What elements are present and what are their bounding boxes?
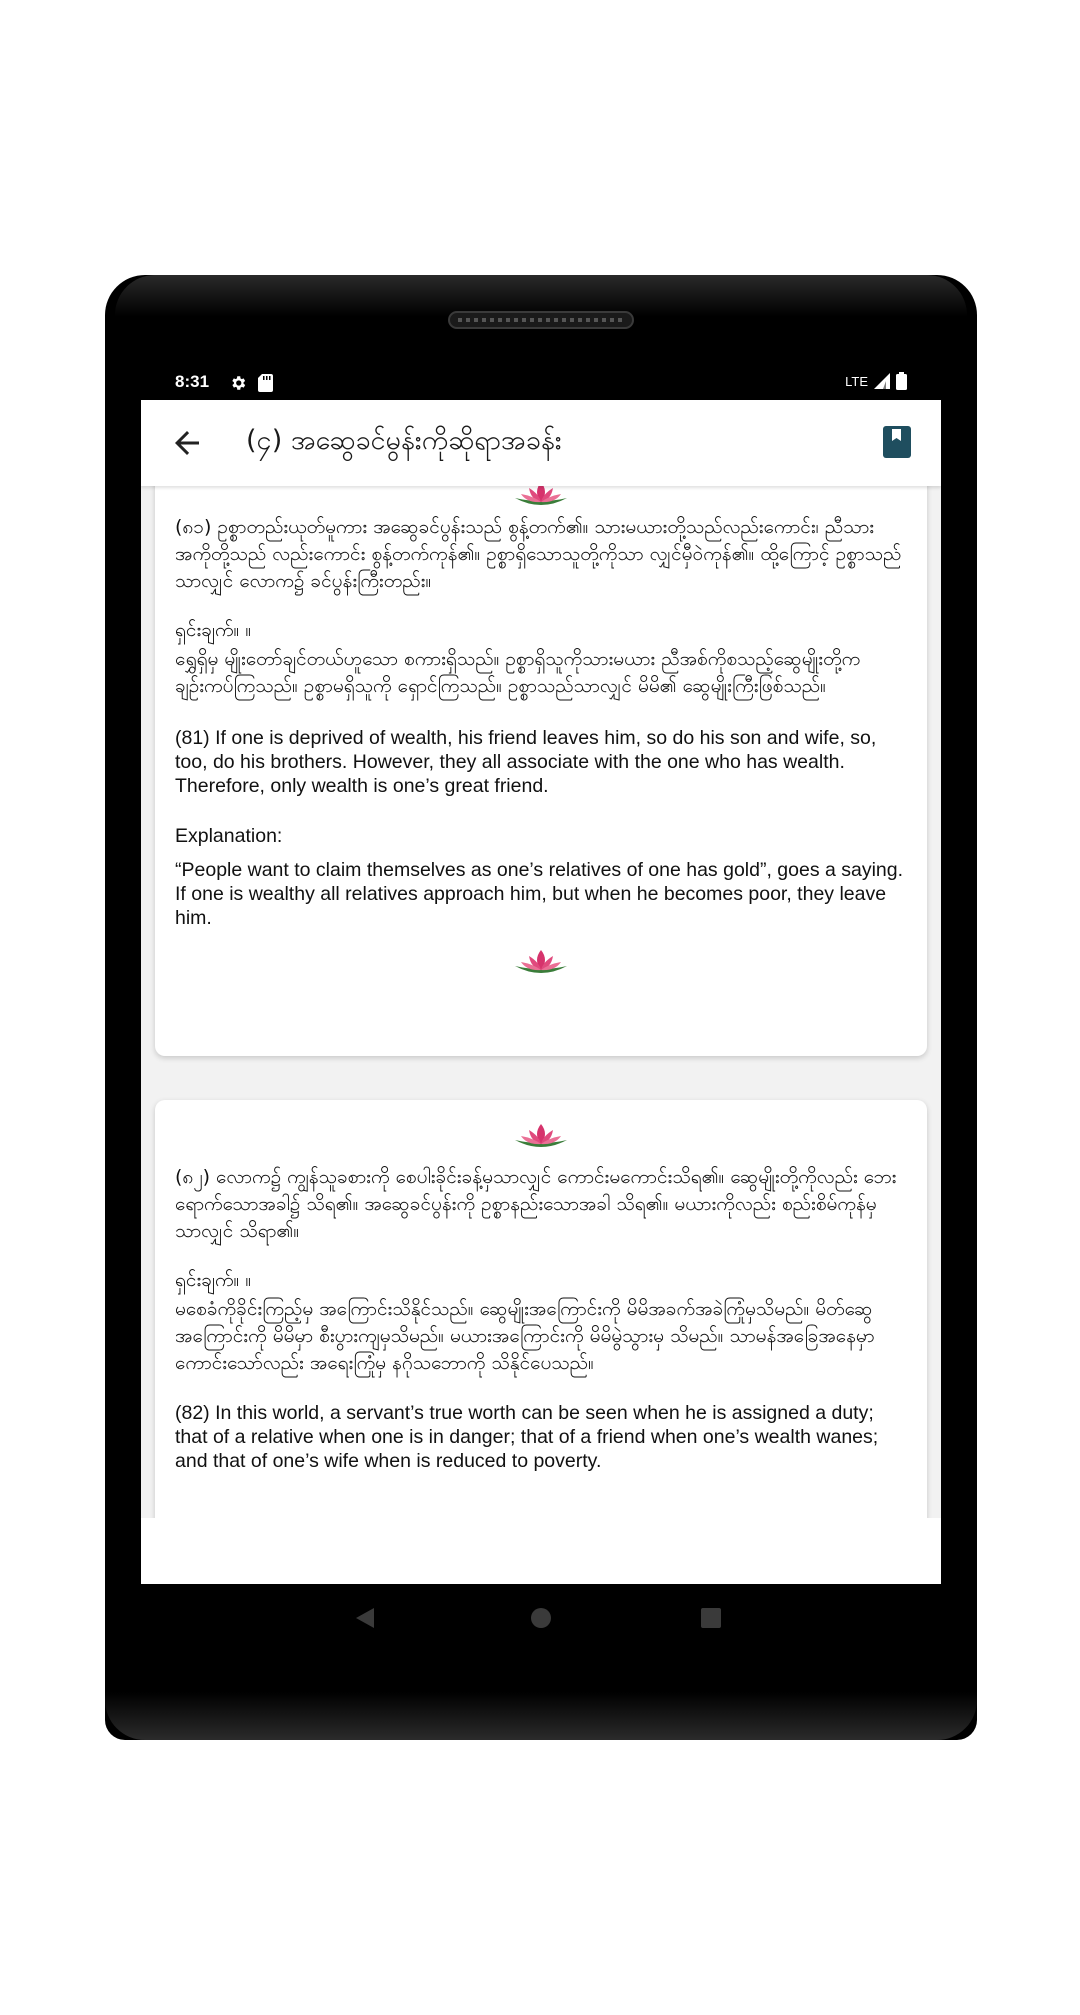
verse-english: (82) In this world, a servant’s true worth can be seen when he is assigned a duty; that of a relative when one is in danger; that of a friend when one’s wealth wanes; and that of one’s wife when is reduced to poverty.: [175, 1402, 879, 1472]
gear-icon: [229, 374, 247, 392]
explanation-label-myanmar: ရှင်းချက်။ ။: [175, 619, 252, 641]
page-title: (၄) အဆွေခင်မွန်းကိုဆိုရာအခန်း: [246, 425, 562, 456]
explanation-myanmar: မစေခံကိုခိုင်းကြည့်မှ အကြောင်းသိနိုင်သည်။ ဆွေမျိုးအကြောင်းကို မိမိအခက်အခဲကြုံမှသိမည်။ မိတ်ဆွေအကြောင်းကို မိမိမှာ စီးပွားကျမှသိမည်။ မယားအကြောင်းကို မိမိမွဲသွားမှ သိမည်။ သာမန်အခြေအနေမှာ ကောင်းသော်လည်း အရေးကြုံမှ နဂိုသဘောကို သိနိုင်ပေသည်။: [175, 1298, 875, 1374]
nav-back-icon[interactable]: [354, 1606, 376, 1630]
verse-myanmar: (၈၂) လောက၌ ကျွန်သူခစားကို စေပါးခိုင်းခန့်မှသာလျှင် ကောင်းမကောင်းသိရ၏။ ဆွေမျိုးတို့ကိုလည်း ဘေးရောက်သောအခါ၌ သိရ၏။ အဆွေခင်ပွန်းကို ဥစ္စာနည်းသောအခါ သိရ၏။ မယားကိုလည်း စည်းစိမ်ကုန်မှသာလျှင် သိရာ၏။: [175, 1166, 897, 1242]
explanation-label-myanmar: ရှင်းချက်။ ။: [175, 1269, 252, 1291]
system-navigation-bar: [141, 1584, 941, 1654]
nav-recents-icon[interactable]: [700, 1607, 722, 1629]
explanation-english: “People want to claim themselves as one’s relatives of one has gold”, goes a saying. If one is wealthy all relatives approach him, but when he becomes poor, they leave him.: [175, 859, 904, 929]
status-bar: [141, 362, 941, 400]
phone-screen: [141, 362, 941, 1584]
app-bar: [141, 400, 941, 486]
battery-icon: [896, 372, 907, 390]
speaker-grille: [448, 311, 634, 329]
verse-english: (81) If one is deprived of wealth, his friend leaves him, so do his son and wife, so, too, do his brothers. However, they all associate with the one who has wealth. Therefore, only wealth is one’s great friend.: [175, 727, 877, 797]
nav-home-icon[interactable]: [529, 1606, 553, 1630]
sd-card-icon: [258, 374, 273, 392]
bookmark-icon[interactable]: [883, 426, 911, 458]
arrow-back-icon[interactable]: [169, 425, 205, 461]
verse-card: [155, 1100, 927, 1518]
explanation-myanmar: ရွှေရှိမှ မျိုးတော်ချင်တယ်ဟူသော စကားရှိသည်။ ဥစ္စာရှိသူကိုသားမယား ညီအစ်ကိုစသည့်ဆွေမျိုးတို့က ချဉ်းကပ်ကြသည်။ ဥစ္စာမရှိသူကို ရှောင်ကြသည်။ ဥစ္စာသည်သာလျှင် မိမိ၏ ဆွေမျိုးကြီးဖြစ်သည်။: [175, 648, 861, 697]
verse-myanmar: (၈၁) ဥစ္စာတည်းယုတ်မူကား အဆွေခင်ပွန်းသည် စွန့်တက်၏။ သားမယားတို့သည်လည်းကောင်း၊ ညီသားအကိုတို့သည် လည်းကောင်း စွန့်တက်ကုန်၏။ ဥစ္စာရှိသောသူတို့ကိုသာ လျှင်မှီဝဲကုန်၏။ ထို့ကြောင့် ဥစ္စာသည်သာလျှင် လောက၌ ခင်ပွန်းကြီးတည်း။: [175, 516, 902, 592]
verse-card: [155, 486, 927, 1056]
lotus-icon: [511, 946, 571, 976]
app-window: [141, 400, 941, 1584]
content-scroll-area[interactable]: [141, 486, 941, 1518]
status-time: 8:31: [175, 372, 210, 391]
navigation-bar-area: [141, 1518, 941, 1584]
lotus-icon: [511, 1120, 571, 1150]
device-bottom-bezel: [105, 1680, 977, 1740]
signal-icon: [874, 373, 890, 389]
explanation-label-english: Explanation:: [175, 825, 283, 847]
network-type: LTE: [845, 373, 868, 389]
lotus-icon: [511, 486, 571, 508]
